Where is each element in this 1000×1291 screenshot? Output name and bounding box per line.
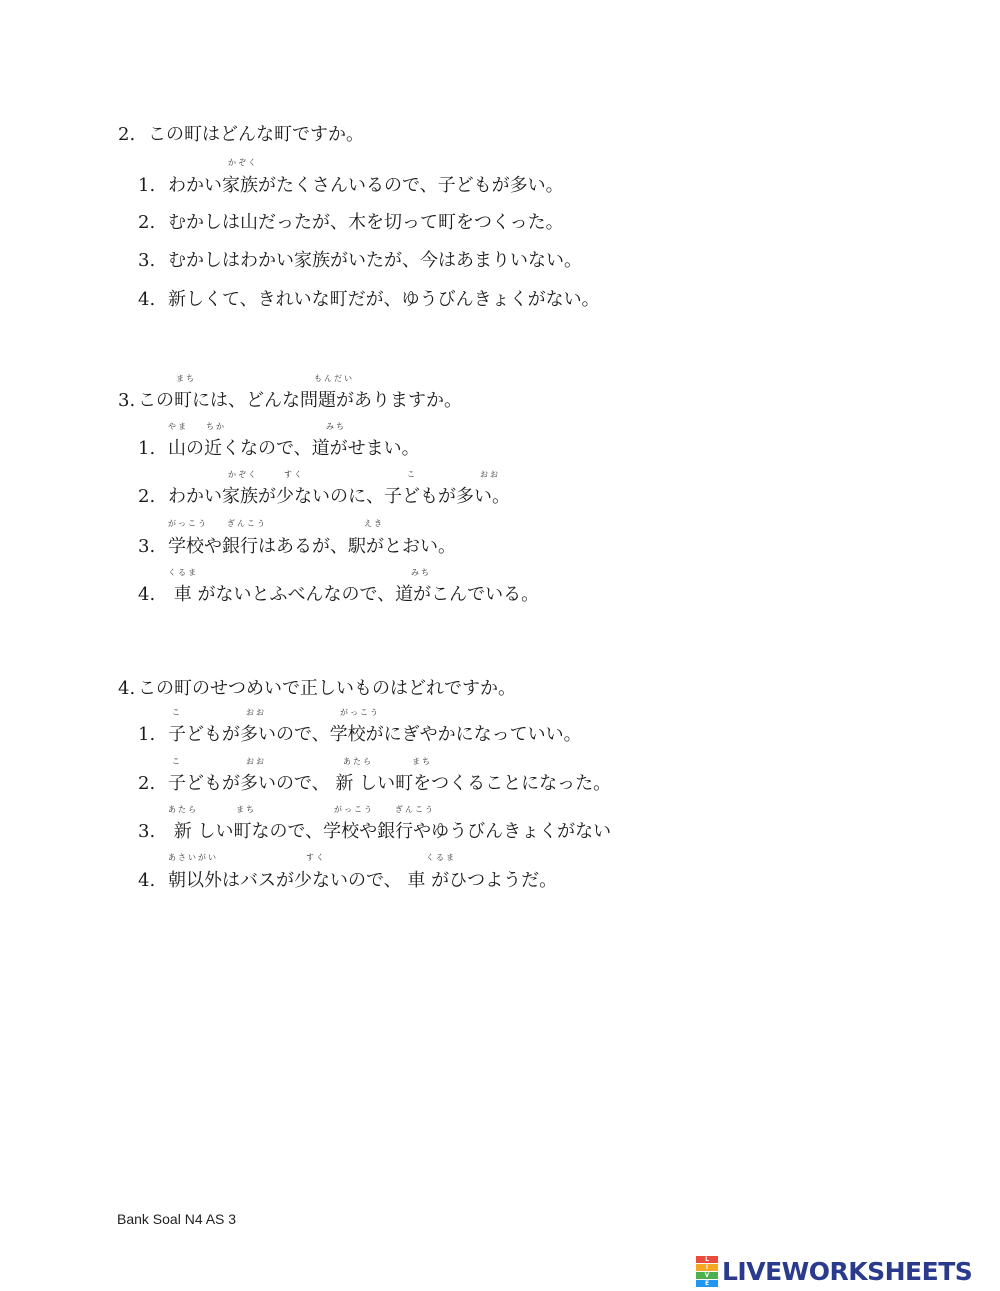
furigana: やま — [168, 422, 188, 431]
furigana: あさいがい — [168, 853, 218, 862]
logo-mark-letter: L — [696, 1256, 718, 1263]
furigana: がっこう — [340, 708, 380, 717]
furigana: おお — [246, 708, 266, 717]
furigana: かぞく — [228, 470, 258, 479]
furigana: すく — [306, 853, 326, 862]
question-number: 2. — [118, 124, 136, 145]
furigana: みち — [326, 422, 346, 431]
furigana: こ — [172, 708, 182, 717]
option-3: 3. 新 しい町なので、学校や銀行やゆうびんきょくがない — [138, 821, 612, 842]
option-4: 4. 車 がないとふべんなので、道がこんでいる。 — [138, 584, 540, 605]
logo-text: LIVEWORKSHEETS — [722, 1256, 973, 1286]
logo-mark-icon — [696, 1256, 718, 1287]
option-3: 3. 学校や銀行はあるが、駅がとおい。 — [138, 536, 456, 557]
furigana: もんだい — [314, 374, 354, 383]
furigana: まち — [412, 757, 432, 766]
furigana: ぎんこう — [395, 805, 435, 814]
furigana: かぞく — [228, 158, 258, 167]
question-text: 2. この町はどんな町ですか。 — [118, 124, 364, 145]
question-text: 4. この町のせつめいで正しいものはどれですか。 — [118, 678, 516, 699]
liveworksheets-logo — [696, 1254, 972, 1288]
logo-mark-letter: I — [696, 1264, 718, 1271]
furigana: まち — [176, 374, 196, 383]
option-1: 1. 子どもが多いので、学校がにぎやかになっていい。 — [138, 724, 582, 745]
footer-text: Bank Soal N4 AS 3 — [117, 1211, 237, 1227]
furigana: あたら — [343, 757, 373, 766]
furigana: がっこう — [334, 805, 374, 814]
option-2: 2. わかい家族が少ないのに、子どもが多い。 — [138, 486, 510, 507]
option-1: 1. わかい家族がたくさんいるので、子どもが多い。 — [138, 175, 564, 196]
furigana: こ — [172, 757, 182, 766]
logo-mark-letter: V — [696, 1272, 718, 1279]
furigana: みち — [411, 568, 431, 577]
option-3: 3. むかしはわかい家族がいたが、今はあまりいない。 — [138, 250, 582, 271]
furigana: あたら — [168, 805, 198, 814]
option-2: 2. むかしは山だったが、木を切って町をつくった。 — [138, 212, 564, 233]
option-4: 4. 新しくて、きれいな町だが、ゆうびんきょくがない。 — [138, 289, 600, 310]
logo-mark-letter: E — [696, 1280, 718, 1287]
option-2: 2. 子どもが多いので、 新 しい町をつくることになった。 — [138, 773, 612, 794]
furigana: くるま — [426, 853, 456, 862]
furigana: おお — [246, 757, 266, 766]
furigana: がっこう — [168, 519, 208, 528]
furigana: ちか — [206, 422, 226, 431]
furigana: ぎんこう — [227, 519, 267, 528]
furigana: こ — [407, 470, 417, 479]
option-1: 1. 山の近くなので、道がせまい。 — [138, 438, 420, 459]
furigana: まち — [236, 805, 256, 814]
furigana: すく — [284, 470, 304, 479]
question-text: 3. この町には、どんな問題がありますか。 — [118, 390, 462, 411]
option-4: 4. 朝以外はバスが少ないので、 車 がひつようだ。 — [138, 870, 558, 891]
furigana: くるま — [168, 568, 198, 577]
furigana: えき — [364, 519, 384, 528]
question-number: 3. — [118, 390, 136, 411]
furigana: おお — [480, 470, 500, 479]
question-number: 4. — [118, 678, 136, 699]
